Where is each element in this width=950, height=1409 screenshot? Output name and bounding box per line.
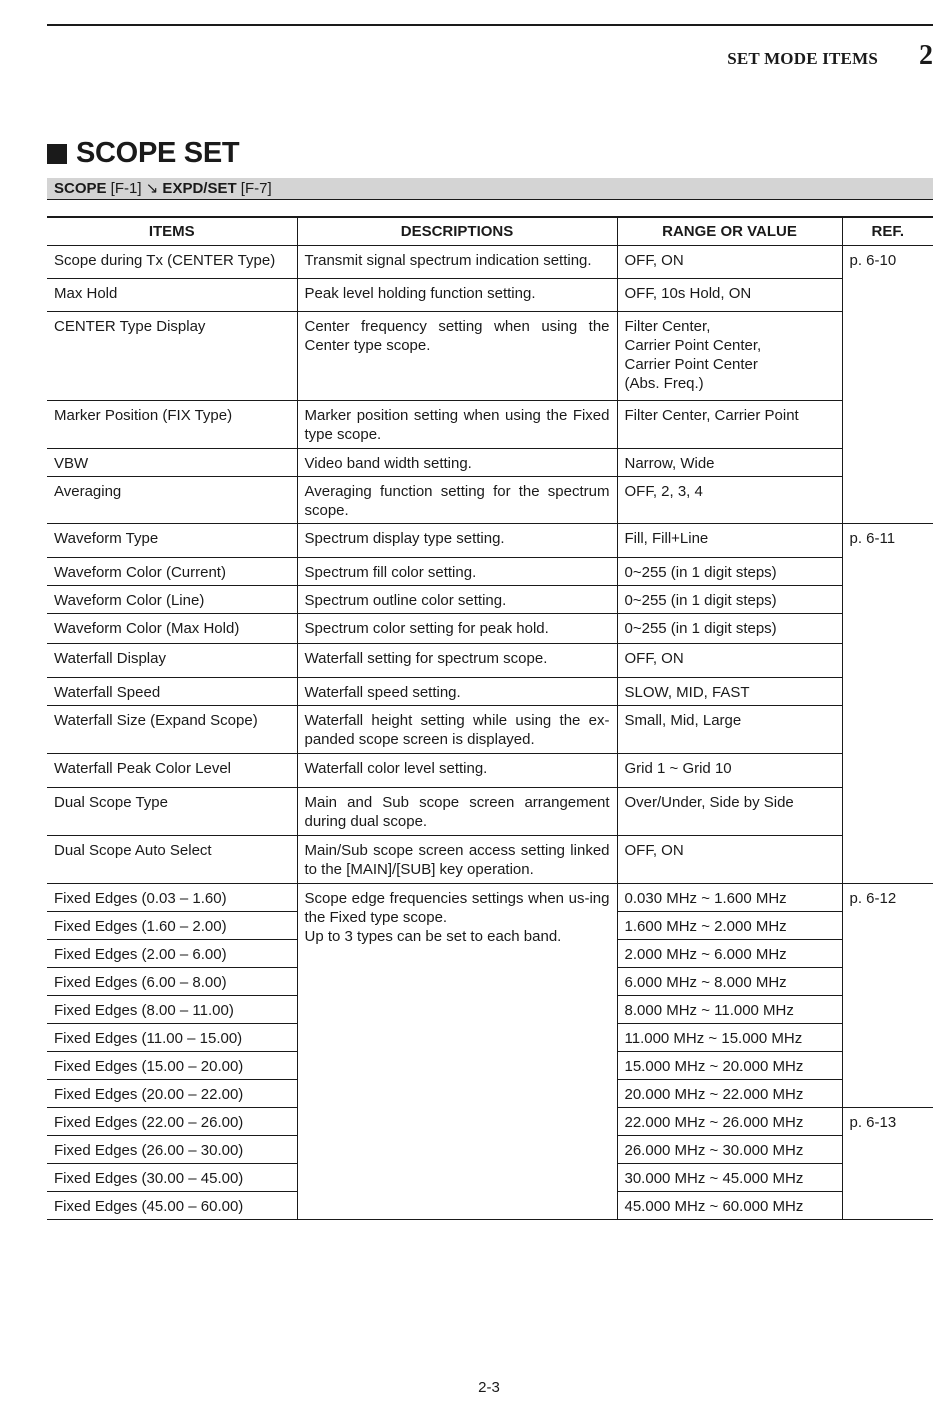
item-cell: Fixed Edges (6.00 – 8.00) xyxy=(47,968,297,996)
description-cell xyxy=(297,401,617,449)
description-cell xyxy=(297,558,617,586)
item-cell: Fixed Edges (22.00 – 26.00) xyxy=(47,1108,297,1136)
range-value: 15.000 MHz ~ 20.000 MHz xyxy=(624,1058,804,1075)
range-value: OFF, ON xyxy=(624,650,684,667)
item-cell: CENTER Type Display xyxy=(47,312,297,401)
range-value: 45.000 MHz ~ 60.000 MHz xyxy=(624,1198,804,1215)
range-cell xyxy=(617,788,842,836)
range-cell xyxy=(617,754,842,788)
range-cell xyxy=(617,1080,842,1108)
range-value: OFF, 2, 3, 4 xyxy=(624,483,703,500)
table-row xyxy=(47,614,933,644)
description-cell xyxy=(297,644,617,678)
range-cell xyxy=(617,401,842,449)
description-cell xyxy=(297,246,617,279)
description-text: Spectrum color setting for peak hold. xyxy=(304,620,549,637)
range-value: OFF, ON xyxy=(624,842,684,859)
item-cell: Fixed Edges (15.00 – 20.00) xyxy=(47,1052,297,1080)
path-scope: SCOPE xyxy=(54,180,107,197)
black-square-icon xyxy=(47,144,67,164)
table-row xyxy=(47,312,933,401)
item-cell: Fixed Edges (0.03 – 1.60) xyxy=(47,884,297,912)
description-cell xyxy=(297,477,617,524)
item-cell: Waveform Type xyxy=(47,524,297,558)
description-cell xyxy=(297,449,617,477)
description-text: Averaging function setting for the spectrum scope. xyxy=(304,483,610,519)
range-value: Filter Center, Carrier Point xyxy=(624,407,799,424)
description-text: Center frequency setting when using the Center type scope. xyxy=(304,318,610,354)
item-cell: Waveform Color (Line) xyxy=(47,586,297,614)
description-text: Spectrum outline color setting. xyxy=(304,592,507,609)
item-cell: VBW xyxy=(47,449,297,477)
description-text: Video band width setting. xyxy=(304,455,472,472)
range-cell xyxy=(617,477,842,524)
description-text: Transmit signal spectrum indication setting. xyxy=(304,252,592,269)
item-cell: Fixed Edges (20.00 – 22.00) xyxy=(47,1080,297,1108)
column-header-ref: REF. xyxy=(842,217,933,246)
range-value: Carrier Point Center, xyxy=(624,337,762,354)
section-heading xyxy=(47,137,239,170)
item-cell: Fixed Edges (1.60 – 2.00) xyxy=(47,912,297,940)
column-header-range: RANGE OR VALUE xyxy=(617,217,842,246)
table-row xyxy=(47,706,933,754)
range-value: Narrow, Wide xyxy=(624,455,715,472)
range-cell xyxy=(617,614,842,644)
description-cell xyxy=(297,614,617,644)
range-cell xyxy=(617,836,842,884)
description-text: Marker position setting when using the Fixed type scope. xyxy=(304,407,610,443)
item-cell: Waterfall Peak Color Level xyxy=(47,754,297,788)
item-cell: Fixed Edges (26.00 – 30.00) xyxy=(47,1136,297,1164)
running-header: SET MODE ITEMS xyxy=(727,49,878,68)
description-text: Scope edge frequencies settings when us-ing the Fixed type scope. xyxy=(304,890,610,926)
range-value: 0~255 (in 1 digit steps) xyxy=(624,592,777,609)
range-value: Fill, Fill+Line xyxy=(624,530,709,547)
section-title: SCOPE SET xyxy=(76,137,240,169)
range-value: 22.000 MHz ~ 26.000 MHz xyxy=(624,1114,804,1131)
range-cell xyxy=(617,586,842,614)
table-row xyxy=(47,836,933,884)
description-text: Peak level holding function setting. xyxy=(304,285,536,302)
description-cell xyxy=(297,884,617,1220)
ref-cell: p. 6-13 xyxy=(842,1108,933,1220)
description-text: Main and Sub scope screen arrangement during dual scope. xyxy=(304,794,610,830)
range-cell xyxy=(617,678,842,706)
item-cell: Waterfall Display xyxy=(47,644,297,678)
table-row xyxy=(47,477,933,524)
range-value: OFF, 10s Hold, ON xyxy=(624,285,752,302)
range-value: 26.000 MHz ~ 30.000 MHz xyxy=(624,1142,804,1159)
range-cell xyxy=(617,246,842,279)
range-value: 2.000 MHz ~ 6.000 MHz xyxy=(624,946,787,963)
description-cell xyxy=(297,754,617,788)
description-cell xyxy=(297,788,617,836)
item-cell: Marker Position (FIX Type) xyxy=(47,401,297,449)
table-row xyxy=(47,558,933,586)
range-cell xyxy=(617,312,842,401)
item-cell: Waveform Color (Current) xyxy=(47,558,297,586)
path-expd-key: [F-7] xyxy=(236,180,272,197)
table-row xyxy=(47,586,933,614)
range-cell xyxy=(617,706,842,754)
item-cell: Dual Scope Auto Select xyxy=(47,836,297,884)
range-value: Carrier Point Center xyxy=(624,356,758,373)
description-text: Main/Sub scope screen access setting linked to the [MAIN]/[SUB] key operation. xyxy=(304,842,610,878)
table-row xyxy=(47,449,933,477)
item-cell: Waterfall Size (Expand Scope) xyxy=(47,706,297,754)
table-row xyxy=(47,524,933,558)
ref-cell: p. 6-11 xyxy=(842,524,933,884)
description-cell xyxy=(297,279,617,312)
description-text: Waterfall setting for spectrum scope. xyxy=(304,650,548,667)
description-cell xyxy=(297,706,617,754)
item-cell: Waveform Color (Max Hold) xyxy=(47,614,297,644)
page-number: 2-3 xyxy=(478,1379,500,1396)
range-value: 1.600 MHz ~ 2.000 MHz xyxy=(624,918,787,935)
range-value: Grid 1 ~ Grid 10 xyxy=(624,760,732,777)
table-row xyxy=(47,788,933,836)
description-cell xyxy=(297,586,617,614)
range-cell xyxy=(617,996,842,1024)
range-cell xyxy=(617,940,842,968)
range-value: 30.000 MHz ~ 45.000 MHz xyxy=(624,1170,804,1187)
table-row xyxy=(47,884,933,912)
item-cell: Max Hold xyxy=(47,279,297,312)
ref-cell: p. 6-10 xyxy=(842,246,933,524)
menu-path-bar xyxy=(47,178,933,200)
range-value: (Abs. Freq.) xyxy=(624,375,704,392)
description-cell xyxy=(297,836,617,884)
range-value: 8.000 MHz ~ 11.000 MHz xyxy=(624,1002,794,1019)
range-value: OFF, ON xyxy=(624,252,684,269)
description-cell xyxy=(297,678,617,706)
table-row xyxy=(47,401,933,449)
range-cell xyxy=(617,1024,842,1052)
table-row xyxy=(47,678,933,706)
range-value: 0~255 (in 1 digit steps) xyxy=(624,564,777,581)
item-cell: Averaging xyxy=(47,477,297,524)
header-rule xyxy=(47,24,933,26)
range-value: SLOW, MID, FAST xyxy=(624,684,750,701)
range-value: 0~255 (in 1 digit steps) xyxy=(624,620,777,637)
range-cell xyxy=(617,1108,842,1136)
item-cell: Waterfall Speed xyxy=(47,678,297,706)
column-header-descriptions: DESCRIPTIONS xyxy=(297,217,617,246)
path-scope-key: [F-1] xyxy=(106,180,146,197)
item-cell: Scope during Tx (CENTER Type) xyxy=(47,246,297,279)
range-cell xyxy=(617,1192,842,1220)
arrow-icon: ↘ xyxy=(145,180,159,197)
range-cell xyxy=(617,912,842,940)
range-value: Filter Center, xyxy=(624,318,711,335)
column-header-items: ITEMS xyxy=(47,217,297,246)
description-text: Spectrum fill color setting. xyxy=(304,564,477,581)
range-cell xyxy=(617,558,842,586)
item-cell: Fixed Edges (11.00 – 15.00) xyxy=(47,1024,297,1052)
range-value: 20.000 MHz ~ 22.000 MHz xyxy=(624,1086,804,1103)
range-value: Small, Mid, Large xyxy=(624,712,742,729)
range-value: 6.000 MHz ~ 8.000 MHz xyxy=(624,974,787,991)
table-row xyxy=(47,246,933,279)
range-cell xyxy=(617,968,842,996)
range-cell xyxy=(617,1136,842,1164)
table-row xyxy=(47,279,933,312)
description-cell xyxy=(297,312,617,401)
range-cell xyxy=(617,524,842,558)
range-value: 0.030 MHz ~ 1.600 MHz xyxy=(624,890,787,907)
item-cell: Fixed Edges (8.00 – 11.00) xyxy=(47,996,297,1024)
ref-cell: p. 6-12 xyxy=(842,884,933,1108)
scope-set-table xyxy=(47,216,933,1220)
table-row xyxy=(47,754,933,788)
item-cell: Fixed Edges (2.00 – 6.00) xyxy=(47,940,297,968)
table-row xyxy=(47,644,933,678)
item-cell: Dual Scope Type xyxy=(47,788,297,836)
description-text: Spectrum display type setting. xyxy=(304,530,505,547)
range-cell xyxy=(617,884,842,912)
range-cell xyxy=(617,1164,842,1192)
description-text: Waterfall color level setting. xyxy=(304,760,488,777)
item-cell: Fixed Edges (45.00 – 60.00) xyxy=(47,1192,297,1220)
range-value: Over/Under, Side by Side xyxy=(624,794,794,811)
range-value: 11.000 MHz ~ 15.000 MHz xyxy=(624,1030,803,1047)
description-text: Waterfall speed setting. xyxy=(304,684,461,701)
description-cell xyxy=(297,524,617,558)
range-cell xyxy=(617,449,842,477)
chapter-number: 2 xyxy=(919,40,933,71)
description-text: Waterfall height setting while using the ex-panded scope screen is displayed. xyxy=(304,712,610,748)
path-expd-set: EXPD/SET xyxy=(158,180,237,197)
item-cell: Fixed Edges (30.00 – 45.00) xyxy=(47,1164,297,1192)
range-cell xyxy=(617,1052,842,1080)
range-cell xyxy=(617,279,842,312)
table-header-row xyxy=(47,217,933,246)
description-text: Up to 3 types can be set to each band. xyxy=(304,928,562,945)
range-cell xyxy=(617,644,842,678)
